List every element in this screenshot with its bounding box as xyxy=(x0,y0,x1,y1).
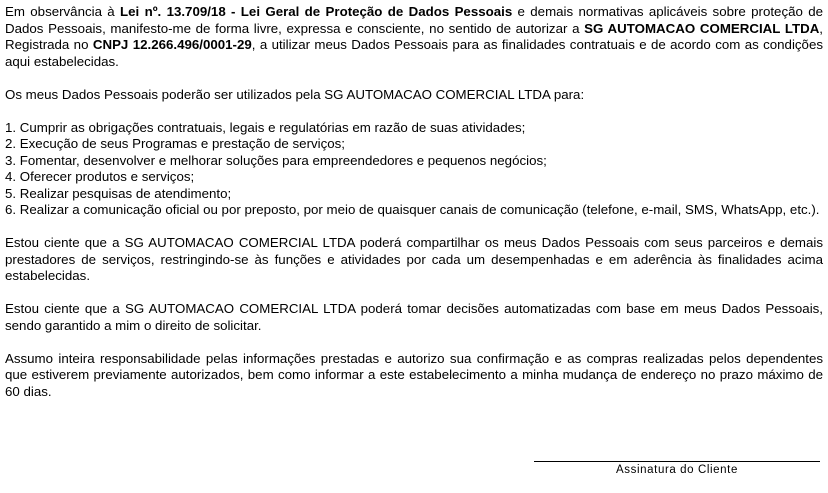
intro-text-2: e demais normativas aplicáveis sobre proteção de Dados Pessoais, manifesto-me de forma livre, expressa e consciente, no sentido de autorizar a xyxy=(5,4,824,36)
purposes-intro: Os meus Dados Pessoais poderão ser utilizados pela SG AUTOMACAO COMERCIAL LTDA para: xyxy=(5,86,585,102)
list-item: 3. Fomentar, desenvolver e melhorar soluções para empreendedores e pequenos negócios; xyxy=(5,152,547,168)
list-item: 6. Realizar a comunicação oficial ou por preposto, por meio de quaisquer canais de comunicação (telefone, e-mail, SMS, WhatsApp, etc.). xyxy=(5,202,820,217)
intro-text-1: Em observância à xyxy=(5,4,121,19)
list-item: 1. Cumprir as obrigações contratuais, legais e regulatórias em razão de suas atividades; xyxy=(5,119,526,135)
list-item: 4. Oferecer produtos e serviços; xyxy=(5,169,195,184)
cnpj-number: CNPJ 12.266.496/0001-29 xyxy=(92,37,252,52)
intro-text-3: , Registrada no xyxy=(5,20,823,52)
list-item: 2. Execução de seus Programas e prestação de serviços; xyxy=(5,136,345,151)
signature-line xyxy=(534,461,820,462)
signature-block xyxy=(534,461,820,477)
company-name: SG AUTOMACAO COMERCIAL LTDA xyxy=(584,20,820,36)
sharing-paragraph: Estou ciente que a SG AUTOMACAO COMERCIAL LTDA poderá compartilhar os meus Dados Pessoais com seus parceiros e demais prestadores de serviços, restringindo-se às funções e atividades por cada um desempenhadas e em aderência às finalidades acima estabelecidas. xyxy=(5,235,823,283)
signature-label: Assinatura do Cliente xyxy=(616,464,738,476)
list-item: 5. Realizar pesquisas de atendimento; xyxy=(5,185,232,201)
automated-decisions-paragraph: Estou ciente que a SG AUTOMACAO COMERCIAL LTDA poderá tomar decisões automatizadas com base em meus Dados Pessoais, sendo garantido a mim o direito de solicitar. xyxy=(5,301,823,333)
intro-text-4: , a utilizar meus Dados Pessoais para as finalidades contratuais e de acordo com as condições aqui estabelecidas. xyxy=(5,37,823,69)
consent-document xyxy=(5,4,823,400)
purposes-list xyxy=(5,120,823,219)
responsibility-paragraph: Assumo inteira responsabilidade pelas informações prestadas e autorizo sua confirmação e as compras realizadas pelos dependentes que estiverem previamente autorizados, bem como informar a este estabelecimento a minha mudança de endereço no prazo máximo de 60 dias. xyxy=(5,350,823,399)
law-reference: Lei nº. 13.709/18 - Lei Geral de Proteção de Dados Pessoais xyxy=(120,4,513,19)
intro-paragraph xyxy=(5,4,823,70)
